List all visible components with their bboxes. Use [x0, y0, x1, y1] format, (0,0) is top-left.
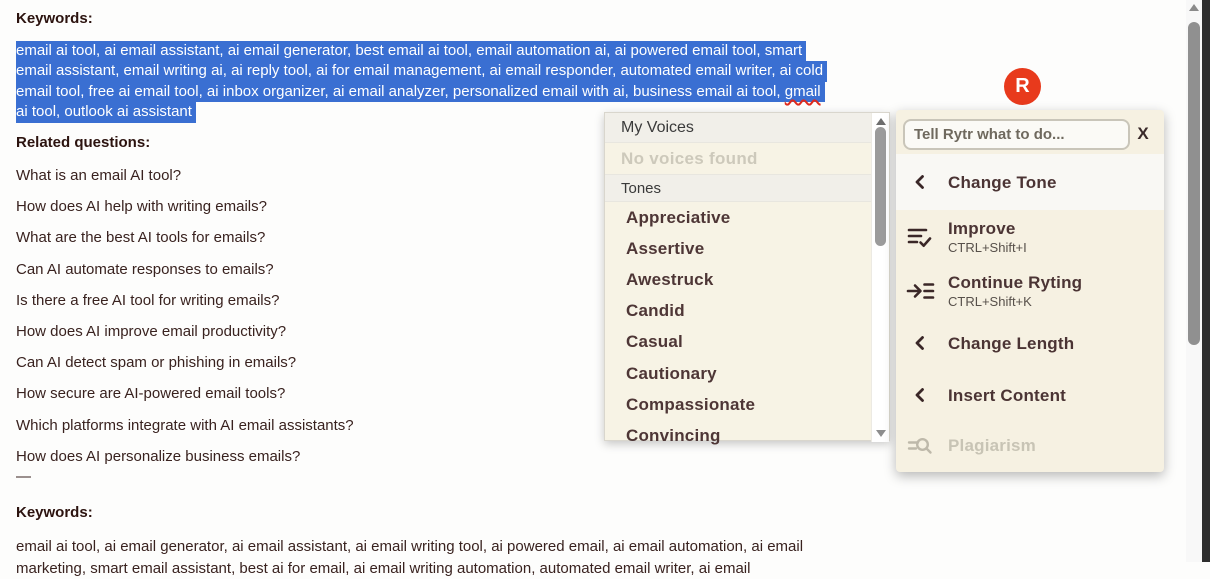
divider-dash: —: [16, 468, 31, 485]
command-input-row: [896, 110, 1164, 154]
question-line: Can AI detect spam or phishing in emails?: [16, 347, 354, 378]
keywords-heading-2: Keywords:: [16, 504, 93, 521]
continue-ryting-icon: [904, 281, 936, 301]
selected-line-text: ai tool, outlook ai assistant: [16, 103, 192, 120]
tone-option[interactable]: Awestruck: [605, 264, 871, 295]
question-line: How does AI personalize business emails?: [16, 441, 354, 472]
menu-item-change-length[interactable]: [896, 317, 1164, 369]
selected-line-text: email assistant, email writing ai, ai reply tool, ai for email management, ai email responder, automated email writer, ai cold: [16, 62, 823, 79]
tones-list: [605, 202, 871, 452]
menu-item-plagiarism: [896, 421, 1164, 470]
tone-option[interactable]: Casual: [605, 327, 871, 358]
bottom-keywords-text: [16, 536, 1001, 579]
misspelled-word: gmail: [785, 83, 821, 100]
menu-item-label: Continue Ryting: [948, 273, 1082, 292]
page-scrollbar[interactable]: [1186, 0, 1202, 562]
voices-tones-dropdown: [604, 112, 890, 441]
keywords-heading: Keywords:: [16, 10, 93, 27]
tone-option[interactable]: Assertive: [605, 233, 871, 264]
keywords-line: email ai tool, ai email generator, ai email assistant, ai email writing tool, ai powered email, ai email automation, ai email: [16, 536, 1001, 558]
rytr-command-input[interactable]: [903, 119, 1130, 150]
plagiarism-icon: [904, 435, 936, 457]
menu-item-shortcut: CTRL+Shift+K: [948, 294, 1082, 309]
rytr-extension-badge[interactable]: [1004, 68, 1041, 105]
menu-item-improve[interactable]: [896, 210, 1164, 264]
question-line: Can AI automate responses to emails?: [16, 254, 354, 285]
menu-item-label: Improve: [948, 219, 1027, 238]
chevron-left-icon: [904, 335, 936, 351]
keywords-line: marketing, smart email assistant, best ai for email, ai email writing automation, automated email writer, ai email: [16, 558, 1001, 579]
menu-item-change-tone[interactable]: [896, 154, 1164, 210]
question-line: What is an email AI tool?: [16, 160, 354, 191]
selected-line[interactable]: [16, 41, 806, 61]
selected-line-text: email tool, free ai email tool, ai inbox organizer, ai email analyzer, personalized email with ai, business email ai tool,: [16, 83, 785, 100]
selected-keywords-text[interactable]: [16, 41, 827, 123]
my-voices-header: My Voices: [605, 113, 871, 143]
selected-line[interactable]: [16, 102, 196, 122]
voices-tones-list: [605, 113, 871, 452]
tone-option[interactable]: Cautionary: [605, 358, 871, 389]
rytr-logo-letter: R: [1015, 75, 1029, 98]
scroll-up-icon[interactable]: [876, 118, 886, 125]
selected-line[interactable]: [16, 82, 825, 102]
question-line: How secure are AI-powered email tools?: [16, 378, 354, 409]
related-questions-heading: Related questions:: [16, 134, 150, 151]
question-line: What are the best AI tools for emails?: [16, 222, 354, 253]
question-line: How does AI improve email productivity?: [16, 316, 354, 347]
window-edge: [1202, 0, 1210, 562]
tone-option[interactable]: Convincing: [605, 420, 871, 451]
question-line: Which platforms integrate with AI email assistants?: [16, 410, 354, 441]
menu-item-insert-content[interactable]: [896, 369, 1164, 421]
selected-line-text: email ai tool, ai email assistant, ai email generator, best email ai tool, email automation ai, ai powered email tool, smart: [16, 42, 802, 59]
question-line: How does AI help with writing emails?: [16, 191, 354, 222]
menu-item-label: Insert Content: [948, 386, 1066, 405]
question-line: Is there a free AI tool for writing emails?: [16, 285, 354, 316]
chevron-left-icon: [904, 387, 936, 403]
dropdown-scrollbar[interactable]: [871, 113, 889, 442]
no-voices-message: No voices found: [605, 143, 871, 174]
scroll-up-arrow-icon[interactable]: [1189, 4, 1199, 11]
chevron-left-icon: [904, 174, 936, 190]
tone-option[interactable]: Compassionate: [605, 389, 871, 420]
menu-item-label: Plagiarism: [948, 436, 1036, 455]
tone-option[interactable]: Candid: [605, 296, 871, 327]
related-questions-list: [16, 160, 354, 472]
tone-option[interactable]: Appreciative: [605, 202, 871, 233]
scroll-down-icon[interactable]: [876, 430, 886, 437]
close-button[interactable]: X: [1130, 124, 1156, 144]
menu-item-continue-ryting[interactable]: [896, 264, 1164, 317]
menu-item-label: Change Length: [948, 334, 1074, 353]
tones-header: Tones: [605, 174, 871, 202]
dropdown-scrollbar-thumb[interactable]: [875, 127, 886, 246]
menu-item-label: Change Tone: [948, 173, 1057, 192]
improve-icon: [904, 226, 936, 248]
menu-item-shortcut: CTRL+Shift+I: [948, 240, 1027, 255]
rytr-command-panel: [896, 110, 1164, 472]
page-scrollbar-thumb[interactable]: [1188, 22, 1200, 345]
selected-line[interactable]: [16, 61, 827, 81]
